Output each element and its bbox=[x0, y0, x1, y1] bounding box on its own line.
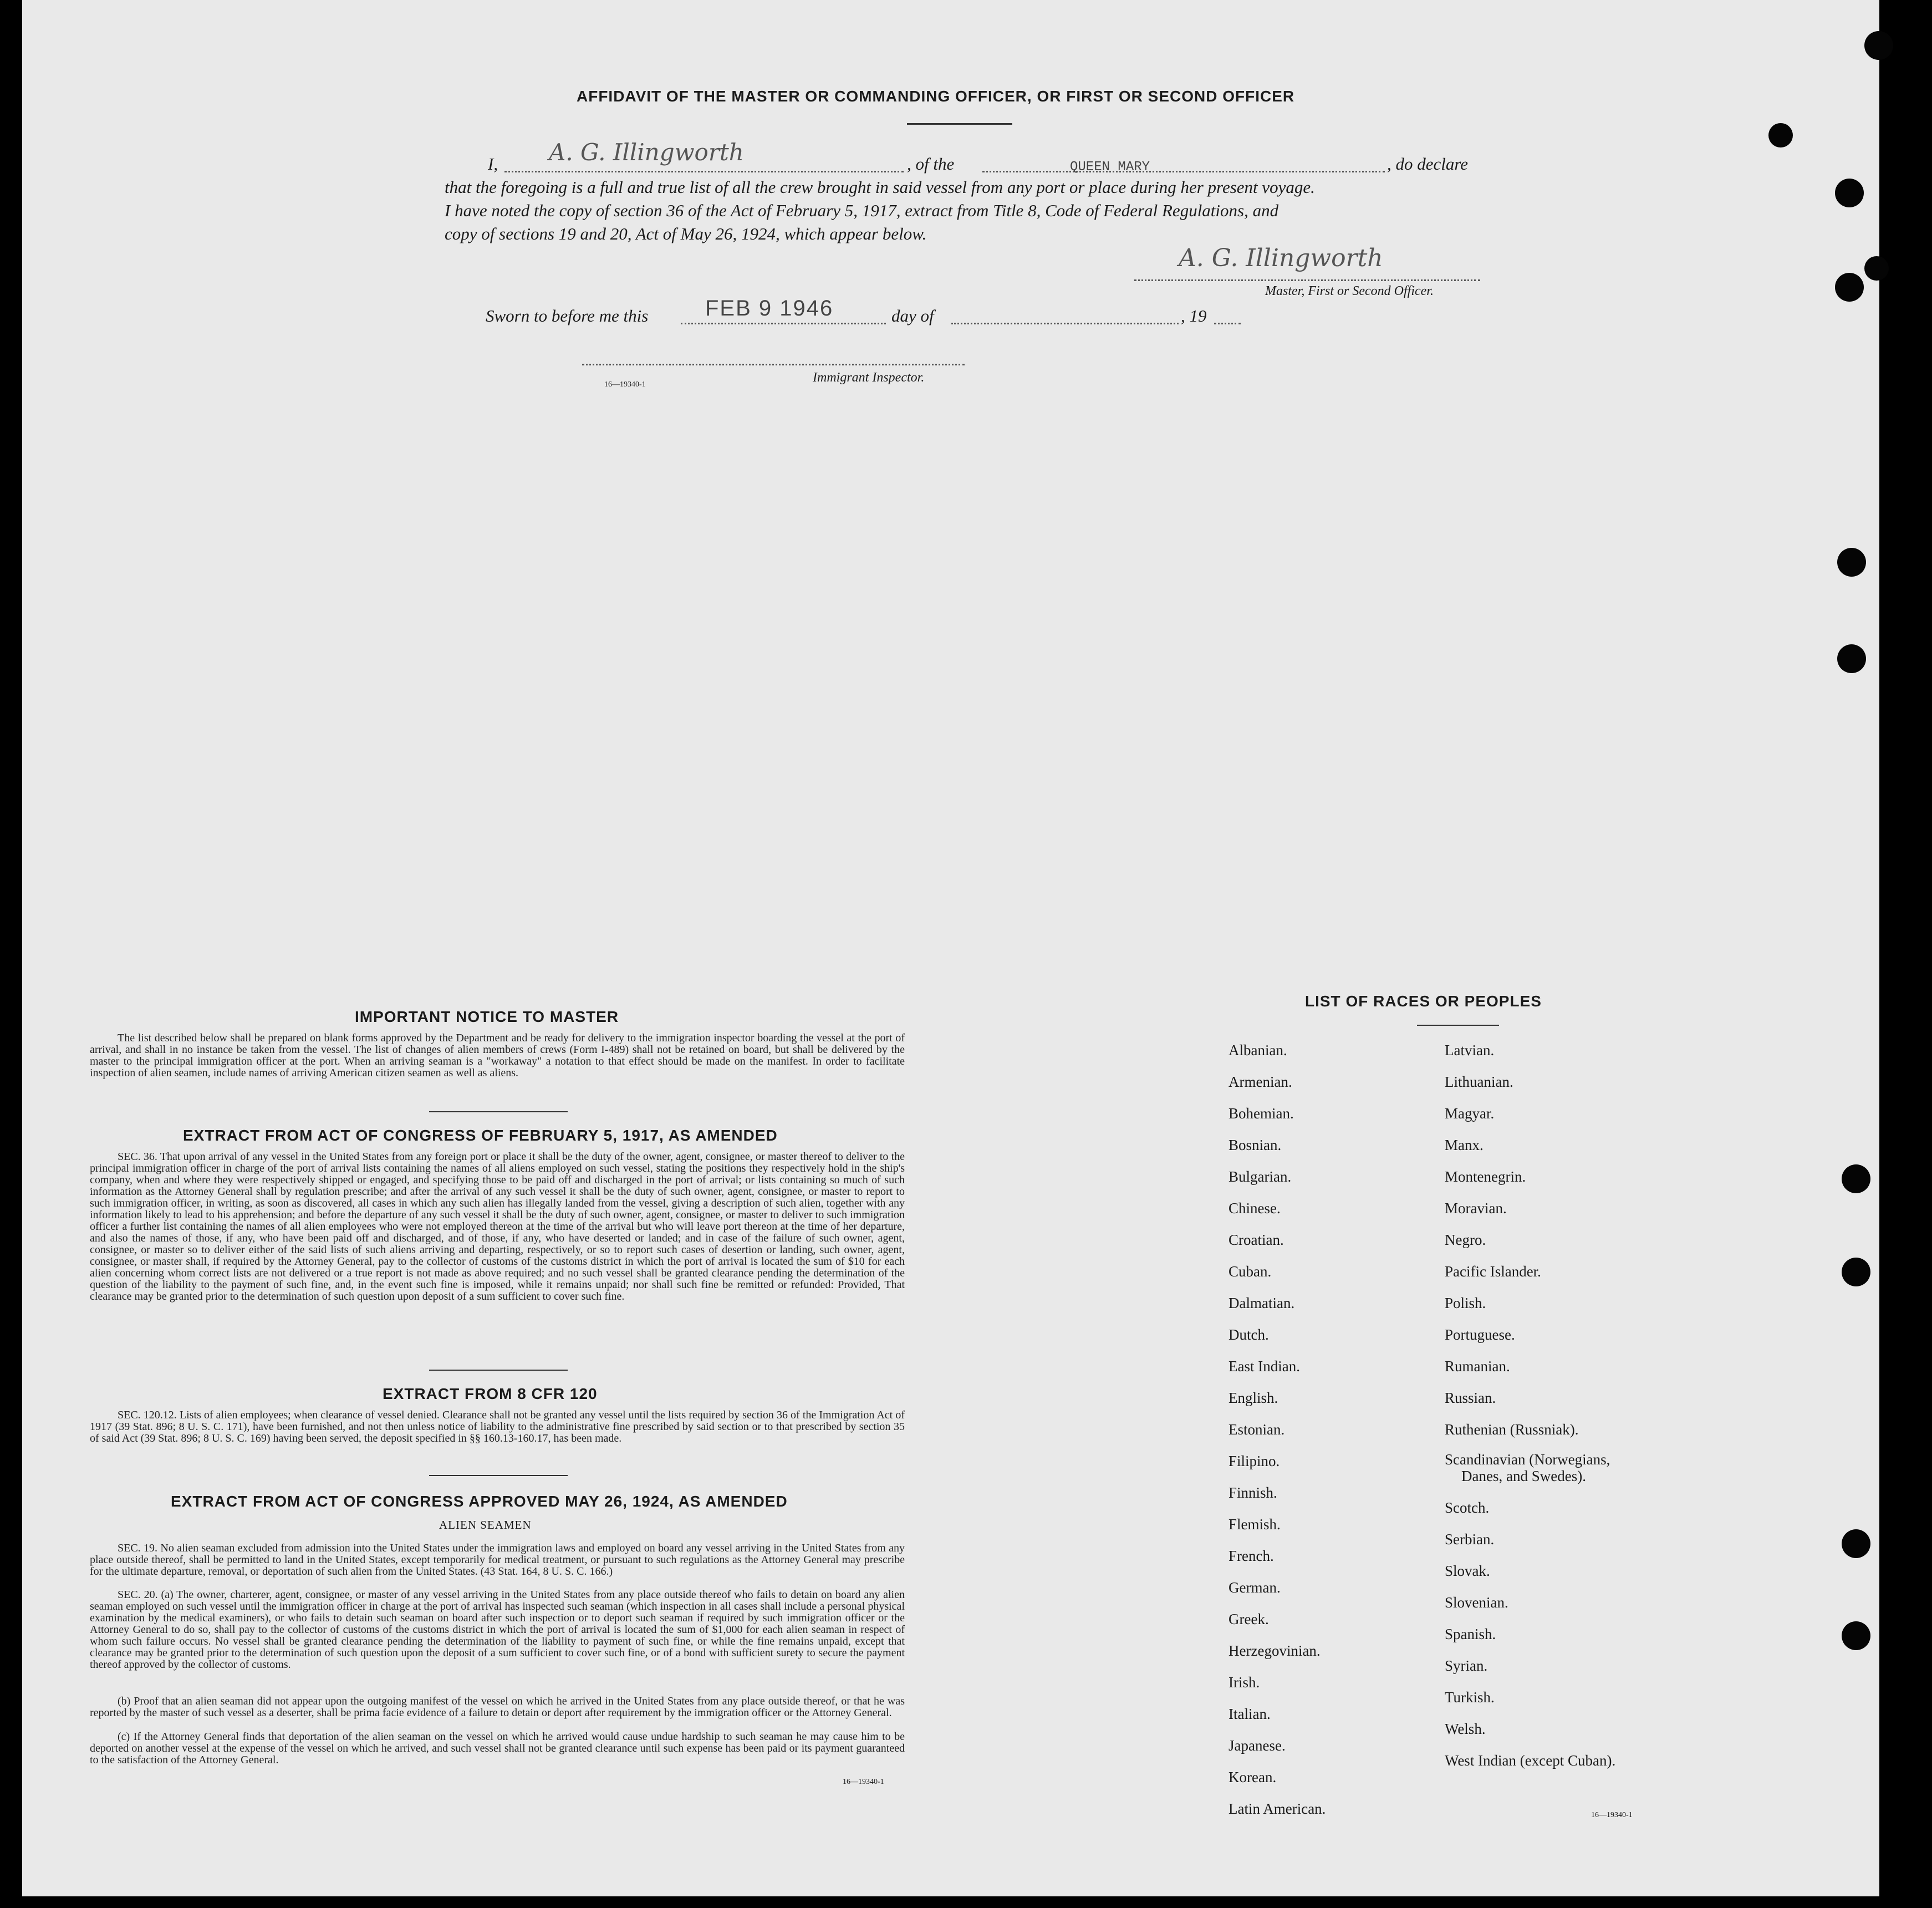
race-item: French. bbox=[1228, 1548, 1274, 1564]
day-of-label: day of bbox=[891, 306, 934, 325]
race-item: Moravian. bbox=[1445, 1200, 1507, 1217]
punch-hole bbox=[1837, 548, 1866, 577]
do-declare-label: , do declare bbox=[1387, 154, 1469, 174]
sec-20b-text: (b) Proof that an alien seaman did not appear upon the outgoing manifest of the vessel on which he arrived in the United States from any place outside thereof, or that he was reported by the master of such vessel as a deserter, shall be prima facie evidence of a failure to detain or deport after requirement by the immigration officer or the Attorney General. bbox=[90, 1695, 905, 1719]
cfr-heading: EXTRACT FROM 8 CFR 120 bbox=[383, 1385, 598, 1402]
sworn-date-line bbox=[681, 323, 886, 324]
race-item: Bosnian. bbox=[1228, 1137, 1282, 1153]
race-item: Spanish. bbox=[1445, 1626, 1496, 1642]
punch-hole bbox=[1842, 1164, 1870, 1193]
race-item: Welsh. bbox=[1445, 1721, 1486, 1737]
race-item: Slovak. bbox=[1445, 1563, 1490, 1579]
race-item: Montenegrin. bbox=[1445, 1168, 1526, 1185]
races-column-2 bbox=[1445, 1035, 1615, 1777]
race-item: Albanian. bbox=[1228, 1042, 1287, 1059]
race-item: Turkish. bbox=[1445, 1689, 1495, 1706]
race-item: Slovenian. bbox=[1445, 1594, 1508, 1611]
race-item: Korean. bbox=[1228, 1769, 1277, 1785]
race-item: Dalmatian. bbox=[1228, 1295, 1295, 1311]
year-line bbox=[1214, 323, 1241, 324]
race-item: Estonian. bbox=[1228, 1421, 1285, 1438]
race-item: Armenian. bbox=[1228, 1073, 1292, 1090]
punch-hole bbox=[1837, 644, 1866, 673]
affidavit-line-3: I have noted the copy of section 36 of the Act of February 5, 1917, extract from Title 8, Code of Federal Regulations, and bbox=[445, 201, 1279, 220]
race-item: Lithuanian. bbox=[1445, 1073, 1513, 1090]
punch-hole bbox=[1864, 256, 1889, 281]
inspector-line bbox=[582, 364, 965, 365]
race-item: West Indian (except Cuban). bbox=[1445, 1752, 1616, 1769]
sworn-label: Sworn to before me this bbox=[486, 306, 649, 325]
notice-heading: IMPORTANT NOTICE TO MASTER bbox=[355, 1008, 619, 1025]
punch-hole bbox=[1864, 31, 1893, 60]
race-item: German. bbox=[1228, 1579, 1281, 1596]
race-item: Greek. bbox=[1228, 1611, 1269, 1627]
race-item: Ruthenian (Russniak). bbox=[1445, 1421, 1579, 1438]
race-item: Filipino. bbox=[1228, 1453, 1280, 1469]
master-signature-line bbox=[1134, 279, 1480, 281]
officer-signature: A. G. Illingworth bbox=[549, 139, 744, 166]
inspector-caption: Immigrant Inspector. bbox=[813, 370, 925, 385]
race-item: Scotch. bbox=[1445, 1499, 1490, 1516]
race-item: Serbian. bbox=[1445, 1531, 1495, 1548]
race-item: Cuban. bbox=[1228, 1263, 1272, 1280]
race-item: Croatian. bbox=[1228, 1232, 1284, 1248]
i-label: I, bbox=[488, 154, 498, 174]
extract-1917-divider bbox=[429, 1370, 568, 1371]
punch-hole bbox=[1842, 1621, 1870, 1650]
race-item: Finnish. bbox=[1228, 1484, 1277, 1501]
sec-20a-text: SEC. 20. (a) The owner, charterer, agent, consignee, or master of any vessel arriving in the United States from any place outside thereof who fails to detain on board any alien seaman employed on such vessel until the immigration officer in charge at the port of arrival has inspected such seaman (which inspection in all cases shall include a personal physical examination by the medical examiners), or who fails to detain such seaman on board after such inspection or to deport such seaman if required by such immigration officer or the Attorney General to do so, shall pay to the collector of customs of the customs district in which the port of arrival is located the sum of $1,000 for each alien seaman in respect of whom such failure occurs. No vessel shall be granted clearance pending the determination of the liability to payment of such fine, or while the fine remains unpaid, except that clearance may be granted prior to the determination of such question upon the deposit of a sum sufficient to cover such fine, or of a bond with sufficient surety to secure the payment thereof approved by the collector of customs. bbox=[90, 1589, 905, 1671]
race-item: English. bbox=[1228, 1390, 1278, 1406]
race-item: Italian. bbox=[1228, 1706, 1271, 1722]
race-item: Herzegovinian. bbox=[1228, 1642, 1321, 1659]
cfr-divider bbox=[429, 1475, 568, 1476]
race-item: Japanese. bbox=[1228, 1737, 1286, 1754]
race-item: Russian. bbox=[1445, 1390, 1496, 1406]
title-underline bbox=[907, 123, 1012, 125]
master-signature: A. G. Illingworth bbox=[1179, 244, 1383, 272]
races-heading-underline bbox=[1417, 1025, 1499, 1026]
race-item: Latvian. bbox=[1445, 1042, 1495, 1059]
race-item: Portuguese. bbox=[1445, 1326, 1515, 1343]
master-caption: Master, First or Second Officer. bbox=[1265, 284, 1434, 298]
affidavit-line-4: copy of sections 19 and 20, Act of May 26, 1924, which appear below. bbox=[445, 224, 927, 243]
officer-name-line bbox=[504, 171, 904, 172]
punch-hole bbox=[1842, 1258, 1870, 1286]
race-item: Polish. bbox=[1445, 1295, 1486, 1311]
punch-hole bbox=[1835, 179, 1864, 207]
race-item: Rumanian. bbox=[1445, 1358, 1510, 1375]
race-item: East Indian. bbox=[1228, 1358, 1300, 1375]
extract-form-number: 16—19340-1 bbox=[843, 1778, 884, 1786]
race-item: Irish. bbox=[1228, 1674, 1260, 1691]
race-item: Negro. bbox=[1445, 1232, 1486, 1248]
race-item: Magyar. bbox=[1445, 1105, 1495, 1122]
race-item: Manx. bbox=[1445, 1137, 1484, 1153]
vessel-name: QUEEN MARY bbox=[1070, 160, 1150, 175]
races-column-1 bbox=[1228, 1035, 1326, 1825]
race-item: Bulgarian. bbox=[1228, 1168, 1292, 1185]
notice-text: The list described below shall be prepared on blank forms approved by the Department and be ready for delivery to the immigration inspector boarding the vessel at the port of arrival, and shall in no instance be taken from the vessel. The list of changes of alien members of crews (Form I-489) shall not be retained on board, but shall be delivered by the master to the principal immigration officer at the port. When an arriving seaman is a "workaway" a notation to that effect should be made on the manifest. In order to facilitate inspection of alien seamen, include names of arriving American citizen seamen as well as aliens. bbox=[90, 1032, 905, 1079]
scandinavian-line-1: Scandinavian (Norwegians, bbox=[1445, 1451, 1610, 1468]
day-of-line bbox=[951, 323, 1179, 324]
affidavit-title: AFFIDAVIT OF THE MASTER OR COMMANDING OFFICER, OR FIRST OR SECOND OFFICER bbox=[577, 88, 1295, 105]
race-item: Bohemian. bbox=[1228, 1105, 1294, 1122]
sec-19-text: SEC. 19. No alien seaman excluded from admission into the United States under the immigration laws and employed on board any vessel arriving in the United States from any place outside thereof, shall be permitted to land in the United States, except temporarily for medical treatment, or pursuant to such regulations as the Attorney General may prescribe for the ultimate departure, removal, or deportation of such alien from the United States. (43 Stat. 164, 8 U. S. C. 166.) bbox=[90, 1542, 905, 1578]
race-item: Chinese. bbox=[1228, 1200, 1281, 1217]
vessel-name-line bbox=[982, 171, 1385, 172]
extract-1924-heading: EXTRACT FROM ACT OF CONGRESS APPROVED MAY 26, 1924, AS AMENDED bbox=[171, 1493, 788, 1510]
races-heading: LIST OF RACES OR PEOPLES bbox=[1305, 993, 1542, 1010]
extract-1917-text: SEC. 36. That upon arrival of any vessel in the United States from any foreign port or place it shall be the duty of the owner, agent, consignee, or master thereof to deliver to the principal immigration officer in charge of the port of arrival lists containing the names of all aliens employed on such vessel, stating the positions they respectively hold in the ship's company, when and where they were respectively shipped or engaged, and specifying those to be paid off and discharged in the port of arrival; or lists containing so much of such information as the Attorney General shall by regulation prescribe; and after the arrival of any such vessel it shall be the duty of such owner, agent, consignee, or master to report to such immigration officer, in writing, as soon as discovered, all cases in which any such alien has illegally landed from the vessel, giving a description of such alien, together with any information likely to lead to his apprehension; and before the departure of any such vessel it shall be the duty of such owner, agent, consignee, or master to deliver to such immigration officer a further list containing the names of all alien employees who were not employed thereon at the time of the arrival but who will leave port thereon at the time of her departure, and also the names of those, if any, who have been paid off and discharged, and of those, if any, who have deserted or landed; and in case of the failure of such owner, agent, consignee, or master so to deliver either of the said lists of such aliens arriving and departing, respectively, or so to report such cases of desertion or landing, such owner, agent, consignee, or master shall, if required by the Attorney General, pay to the collector of customs of the customs district in which the port of arrival is located the sum of $10 for each alien concerning whom correct lists are not delivered or a true report is not made as above required; and no such vessel shall be granted clearance pending the determination of the question of the liability to the payment of such fine, and, in the event such fine is imposed, while it remains unpaid; nor shall such fine be remitted or refunded: Provided, That clearance may be granted prior to the determination of such question upon deposit of a sum sufficient to cover such fine. bbox=[90, 1151, 905, 1302]
race-item: Latin American. bbox=[1228, 1800, 1326, 1817]
notice-divider bbox=[429, 1111, 568, 1112]
punch-hole bbox=[1768, 123, 1793, 147]
sec-20c-text: (c) If the Attorney General finds that deportation of the alien seaman on the vessel on which he arrived would cause undue hardship to such seaman he may cause him to be deported on another vessel at the expense of the vessel on which he arrived, and such vessel shall not be granted clearance until such expense has been paid or its payment guaranteed to the satisfaction of the Attorney General. bbox=[90, 1731, 905, 1766]
of-the-label: , of the bbox=[907, 154, 955, 174]
races-form-number: 16—19340-1 bbox=[1591, 1811, 1633, 1819]
affidavit-line-2: that the foregoing is a full and true list of all the crew brought in said vessel from any port or place during her present voyage. bbox=[445, 177, 1315, 197]
scandinavian-line-2: Danes, and Swedes). bbox=[1461, 1468, 1586, 1484]
cfr-text: SEC. 120.12. Lists of alien employees; when clearance of vessel denied. Clearance shall not be granted any vessel until the lists required by section 36 of the Immigration Act of 1917 (39 Stat. 896; 8 U. S. C. 171), have been furnished, and not then unless notice of liability to the administrative fine prescribed by said section or to that prescribed by section 35 of said Act (39 Stat. 896; 8 U. S. C. 169) having been served, the deposit specified in §§ 160.13-160.17, has been made. bbox=[90, 1409, 905, 1444]
race-item: Flemish. bbox=[1228, 1516, 1281, 1533]
year-label: , 19 bbox=[1181, 306, 1207, 325]
race-item: Pacific Islander. bbox=[1445, 1263, 1541, 1280]
alien-seamen-subheading: ALIEN SEAMEN bbox=[439, 1518, 532, 1532]
race-item: Syrian. bbox=[1445, 1657, 1488, 1674]
sworn-date-stamp: FEB 9 1946 bbox=[705, 296, 834, 320]
punch-hole bbox=[1835, 273, 1864, 302]
race-item: Dutch. bbox=[1228, 1326, 1269, 1343]
punch-hole bbox=[1842, 1529, 1870, 1558]
extract-1917-heading: EXTRACT FROM ACT OF CONGRESS OF FEBRUARY 5, 1917, AS AMENDED bbox=[183, 1127, 778, 1144]
race-item-scandinavian bbox=[1445, 1446, 1615, 1492]
affidavit-form-number: 16—19340-1 bbox=[604, 380, 646, 389]
